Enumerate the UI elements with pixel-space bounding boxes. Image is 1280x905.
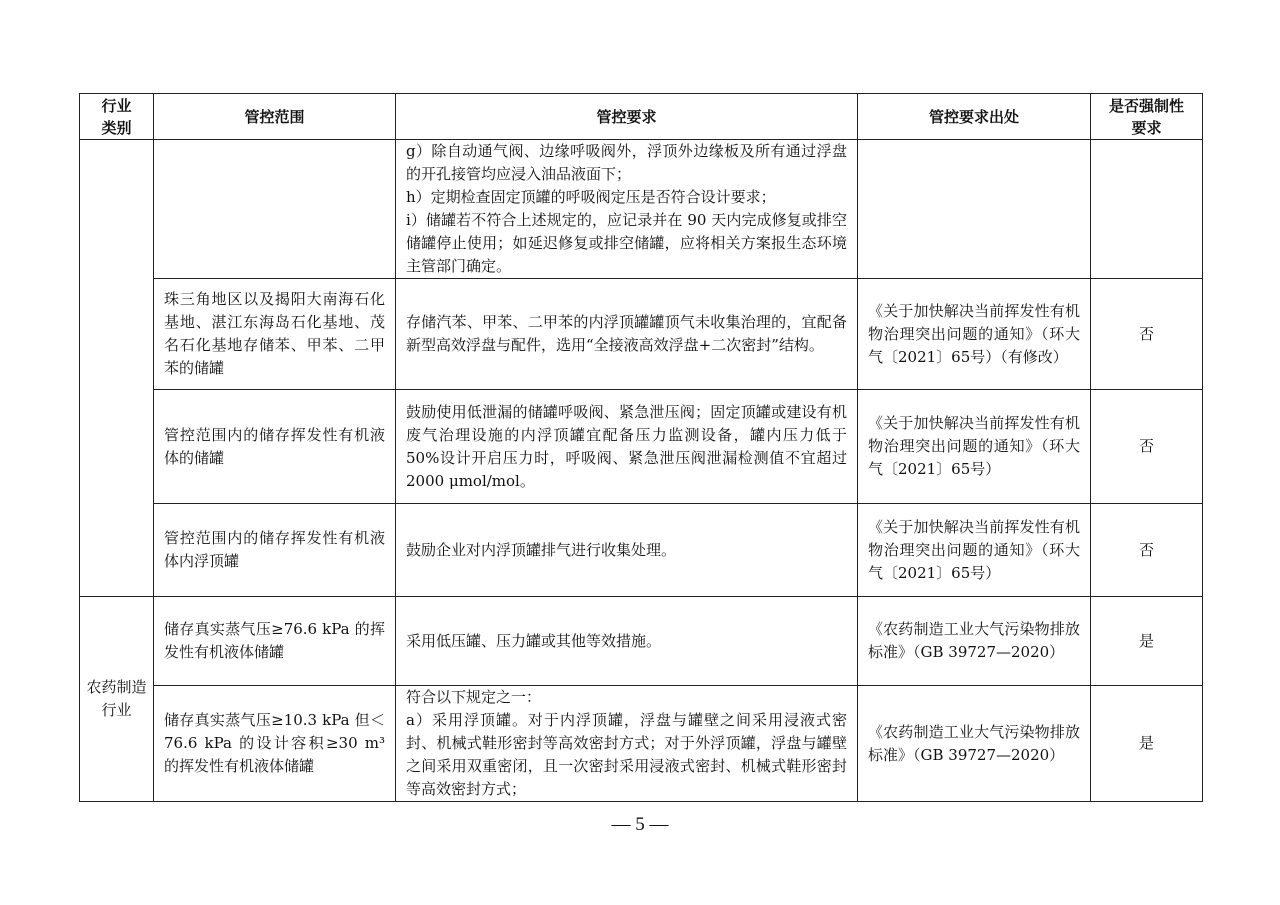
mandatory-cell: 否 (1091, 279, 1203, 390)
header-scope: 管控范围 (154, 94, 396, 140)
industry-cell: 农药制造行业 (80, 597, 154, 802)
source-cell: 《农药制造工业大气污染物排放标准》（GB 39727—2020） (858, 686, 1091, 802)
table-row (80, 279, 1203, 390)
header-industry: 行业 类别 (80, 94, 154, 140)
mandatory-cell: 是 (1091, 597, 1203, 686)
table-row (80, 504, 1203, 597)
scope-cell: 储存真实蒸气压≥10.3 kPa 但＜76.6 kPa 的设计容积≥30 m³ 的挥发性有机液体储罐 (154, 686, 396, 802)
mandatory-cell: 否 (1091, 390, 1203, 504)
scope-cell: 管控范围内的储存挥发性有机液体的储罐 (154, 390, 396, 504)
header-mandatory: 是否强制性 要求 (1091, 94, 1203, 140)
source-cell: 《农药制造工业大气污染物排放标准》（GB 39727—2020） (858, 597, 1091, 686)
regulation-table (79, 93, 1203, 802)
table-row (80, 390, 1203, 504)
source-cell: 《关于加快解决当前挥发性有机物治理突出问题的通知》（环大气〔2021〕65号） (858, 390, 1091, 504)
requirement-cell: 采用低压罐、压力罐或其他等效措施。 (396, 597, 858, 686)
source-cell (858, 140, 1091, 279)
scope-cell: 珠三角地区以及揭阳大南海石化基地、湛江东海岛石化基地、茂名石化基地存储苯、甲苯、二甲苯的储罐 (154, 279, 396, 390)
industry-cell (80, 140, 154, 597)
header-source: 管控要求出处 (858, 94, 1091, 140)
page-number: — 5 — (611, 814, 669, 835)
source-cell: 《关于加快解决当前挥发性有机物治理突出问题的通知》（环大气〔2021〕65号） (858, 504, 1091, 597)
requirement-cell: 鼓励企业对内浮顶罐排气进行收集处理。 (396, 504, 858, 597)
mandatory-cell: 否 (1091, 504, 1203, 597)
scope-cell (154, 140, 396, 279)
table-row (80, 597, 1203, 686)
scope-cell: 储存真实蒸气压≥76.6 kPa 的挥发性有机液体储罐 (154, 597, 396, 686)
scope-cell: 管控范围内的储存挥发性有机液体内浮顶罐 (154, 504, 396, 597)
requirement-cell: 鼓励使用低泄漏的储罐呼吸阀、紧急泄压阀；固定顶罐或建设有机废气治理设施的内浮顶罐宜配备压力监测设备，罐内压力低于 50%设计开启压力时，呼吸阀、紧急泄压阀泄漏检测值不宜超过 2000 μmol/mol。 (396, 390, 858, 504)
source-cell: 《关于加快解决当前挥发性有机物治理突出问题的通知》（环大气〔2021〕65号）（有修改） (858, 279, 1091, 390)
mandatory-cell: 是 (1091, 686, 1203, 802)
header-requirement: 管控要求 (396, 94, 858, 140)
table-row (80, 686, 1203, 802)
requirement-cell: 符合以下规定之一： a）采用浮顶罐。对于内浮顶罐，浮盘与罐壁之间采用浸液式密封、机械式鞋形密封等高效密封方式；对于外浮顶罐，浮盘与罐壁之间采用双重密闭，且一次密封采用浸液式密封、机械式鞋形密封等高效密封方式； (396, 686, 858, 802)
requirement-cell: g）除自动通气阀、边缘呼吸阀外，浮顶外边缘板及所有通过浮盘的开孔接管均应浸入油品液面下； h）定期检查固定顶罐的呼吸阀定压是否符合设计要求； i）储罐若不符合上述规定的，应记录并在 90 天内完成修复或排空储罐停止使用；如延迟修复或排空储罐，应将相关方案报生态环境主管部门确定。 (396, 140, 858, 279)
table-row (80, 140, 1203, 279)
mandatory-cell (1091, 140, 1203, 279)
table-header-row (80, 94, 1203, 140)
requirement-cell: 存储汽苯、甲苯、二甲苯的内浮顶罐罐顶气未收集治理的，宜配备新型高效浮盘与配件，选用“全接液高效浮盘+二次密封”结构。 (396, 279, 858, 390)
